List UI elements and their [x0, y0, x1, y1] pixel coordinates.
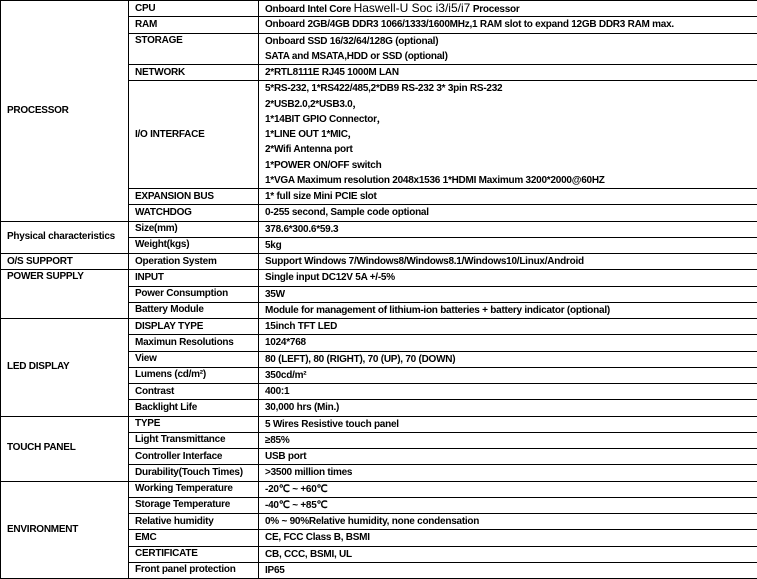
group-label: PROCESSOR — [1, 1, 129, 222]
spec-value-line: 2*Wifi Antenna port — [265, 142, 757, 157]
spec-label: I/O INTERFACE — [129, 81, 259, 189]
spec-table-body — [1, 1, 757, 579]
spec-value — [259, 302, 757, 318]
spec-value-line: 1*LINE OUT 1*MIC， — [265, 127, 757, 142]
spec-value-line: 80 (LEFT), 80 (RIGHT), 70 (UP), 70 (DOWN) — [265, 352, 757, 367]
spec-label: RAM — [129, 17, 259, 33]
spec-label: Relative humidity — [129, 514, 259, 530]
spec-value-part: Haswell-U Soc i3/i5/i7 — [354, 1, 471, 15]
spec-value-line: 1* full size Mini PCIE slot — [265, 189, 757, 204]
spec-value — [259, 335, 757, 351]
group-label: TOUCH PANEL — [1, 416, 129, 481]
spec-value — [259, 432, 757, 448]
spec-value-line: 2*RTL8111E RJ45 1000M LAN — [265, 65, 757, 80]
spec-value-line: Single input DC12V 5A +/-5% — [265, 270, 757, 285]
spec-value-line: 378.6*300.6*59.3 — [265, 222, 757, 237]
spec-value-line: Module for management of lithium-ion batteries + battery indicator (optional) — [265, 303, 757, 318]
spec-label: EMC — [129, 530, 259, 546]
group-label: POWER SUPPLY — [1, 270, 129, 319]
spec-value — [259, 400, 757, 416]
spec-value-line: 350cd/m² — [265, 368, 757, 383]
spec-value-line: 1*VGA Maximum resolution 2048x1536 1*HDMI Maximum 3200*2000@60HZ — [265, 173, 757, 188]
spec-value — [259, 286, 757, 302]
spec-value — [259, 367, 757, 383]
group-label: Physical characteristics — [1, 221, 129, 254]
spec-value — [259, 481, 757, 497]
group-label: LED DISPLAY — [1, 319, 129, 417]
spec-value-line: Onboard 2GB/4GB DDR3 1066/1333/1600MHz,1 RAM slot to expand 12GB DDR3 RAM max. — [265, 17, 757, 32]
spec-value-line: 0% ~ 90%Relative humidity, none condensation — [265, 514, 757, 529]
spec-label: Front panel protection — [129, 562, 259, 578]
spec-label: INPUT — [129, 270, 259, 286]
spec-value-line: Support Windows 7/Windows8/Windows8.1/Windows10/Linux/Android — [265, 254, 757, 269]
spec-label: Lumens (cd/m²) — [129, 367, 259, 383]
spec-value-line: 2*USB2.0,2*USB3.0， — [265, 97, 757, 112]
spec-row — [1, 1, 757, 17]
spec-value — [259, 416, 757, 432]
spec-value — [259, 497, 757, 513]
spec-label: CPU — [129, 1, 259, 17]
spec-value-line: 1*14BIT GPIO Connector， — [265, 112, 757, 127]
spec-label: Operation System — [129, 254, 259, 270]
spec-value — [259, 449, 757, 465]
spec-label: Working Temperature — [129, 481, 259, 497]
spec-label: STORAGE — [129, 33, 259, 65]
spec-value-line: 0-255 second, Sample code optional — [265, 205, 757, 220]
group-label: O/S SUPPORT — [1, 254, 129, 270]
spec-value — [259, 546, 757, 562]
spec-value-part: Onboard Intel Core — [265, 4, 354, 15]
spec-value — [259, 270, 757, 286]
spec-value-line: IP65 — [265, 563, 757, 578]
spec-value — [259, 33, 757, 65]
spec-value-part: Processor — [470, 4, 519, 15]
spec-value-line: -40℃ ~ +85℃ — [265, 498, 757, 513]
spec-label: EXPANSION BUS — [129, 189, 259, 205]
spec-value-line: 5*RS-232, 1*RS422/485,2*DB9 RS-232 3* 3pin RS-232 — [265, 81, 757, 96]
spec-value — [259, 465, 757, 481]
spec-label: CERTIFICATE — [129, 546, 259, 562]
spec-value-line: 5kg — [265, 238, 757, 253]
spec-value — [259, 1, 757, 17]
spec-label: Contrast — [129, 384, 259, 400]
spec-label: TYPE — [129, 416, 259, 432]
spec-label: Backlight Life — [129, 400, 259, 416]
spec-value-line: 15inch TFT LED — [265, 319, 757, 334]
spec-row — [1, 254, 757, 270]
spec-value — [259, 81, 757, 189]
spec-value — [259, 384, 757, 400]
spec-label: Weight(kgs) — [129, 237, 259, 253]
spec-value — [259, 351, 757, 367]
spec-value-line: 1024*768 — [265, 335, 757, 350]
spec-row — [1, 319, 757, 335]
spec-label: View — [129, 351, 259, 367]
spec-label: Light Transmittance — [129, 432, 259, 448]
spec-label: DISPLAY TYPE — [129, 319, 259, 335]
spec-row — [1, 270, 757, 286]
spec-label: Size(mm) — [129, 221, 259, 237]
spec-value-line: 1*POWER ON/OFF switch — [265, 158, 757, 173]
spec-value — [259, 65, 757, 81]
spec-value-line: 30,000 hrs (Min.) — [265, 400, 757, 415]
spec-label: Durability(Touch Times) — [129, 465, 259, 481]
spec-row — [1, 416, 757, 432]
spec-label: WATCHDOG — [129, 205, 259, 221]
spec-row — [1, 481, 757, 497]
spec-value-line — [265, 1, 757, 16]
spec-value-line: SATA and MSATA,HDD or SSD (optional) — [265, 49, 757, 64]
spec-value — [259, 514, 757, 530]
spec-value-line: -20℃ ~ +60℃ — [265, 482, 757, 497]
spec-label: NETWORK — [129, 65, 259, 81]
spec-label: Power Consumption — [129, 286, 259, 302]
spec-value-line: >3500 million times — [265, 465, 757, 480]
spec-value-line: Onboard SSD 16/32/64/128G (optional) — [265, 34, 757, 49]
spec-value — [259, 205, 757, 221]
spec-label: Storage Temperature — [129, 497, 259, 513]
spec-value-line: 35W — [265, 287, 757, 302]
spec-value-line: 400:1 — [265, 384, 757, 399]
spec-value — [259, 319, 757, 335]
spec-value-line: CE, FCC Class B, BSMI — [265, 530, 757, 545]
spec-value-line: 5 Wires Resistive touch panel — [265, 417, 757, 432]
spec-label: Battery Module — [129, 302, 259, 318]
spec-label: Controller Interface — [129, 449, 259, 465]
spec-value — [259, 254, 757, 270]
spec-label: Maximun Resolutions — [129, 335, 259, 351]
group-label: ENVIRONMENT — [1, 481, 129, 579]
spec-value — [259, 237, 757, 253]
spec-value-line: USB port — [265, 449, 757, 464]
spec-value-line: ≥85% — [265, 433, 757, 448]
spec-value — [259, 17, 757, 33]
spec-row — [1, 221, 757, 237]
spec-value — [259, 562, 757, 578]
spec-value — [259, 221, 757, 237]
spec-value — [259, 189, 757, 205]
spec-value-line: CB, CCC, BSMI, UL — [265, 547, 757, 562]
spec-value — [259, 530, 757, 546]
